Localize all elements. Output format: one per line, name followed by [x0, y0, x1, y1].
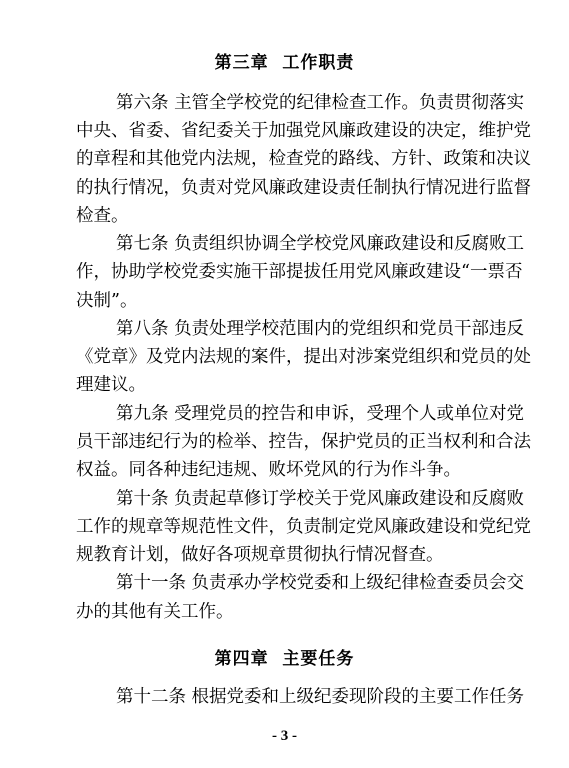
- article-7-line-1: 第七条 负责组织协调全学校党风廉政建设和反腐败工: [116, 234, 525, 254]
- article-6-line-1: 第六条 主管全学校党的纪律检查工作。负责贯彻落实: [116, 93, 525, 113]
- article-7-line-3: 决制”。: [76, 291, 138, 311]
- article-11-line-1: 第十一条 负责承办学校党委和上级纪律检查委员会交: [116, 573, 525, 593]
- article-6-line-5: 检查。: [76, 206, 129, 226]
- article-8-line-3: 理建议。: [76, 375, 146, 395]
- article-10-line-1: 第十条 负责起草修订学校关于党风廉政建设和反腐败: [116, 489, 525, 509]
- page-number: - 3 -: [272, 728, 297, 744]
- article-10-line-3: 规教育计划，做好各项规章贯彻执行情况督查。: [76, 545, 444, 565]
- article-6-line-3: 的章程和其他党内法规，检查党的路线、方针、政策和决议: [76, 149, 531, 169]
- article-12-line-1: 第十二条 根据党委和上级纪委现阶段的主要工作任务: [116, 687, 525, 707]
- article-6-line-4: 的执行情况，负责对党风廉政建设责任制执行情况进行监督: [76, 178, 531, 198]
- article-8-line-2: 《党章》及党内法规的案件，提出对涉案党组织和党员的处: [76, 347, 531, 367]
- article-6-line-2: 中央、省委、省纪委关于加强党风廉政建设的决定，维护党: [76, 121, 531, 141]
- article-11-line-2: 办的其他有关工作。: [76, 602, 234, 622]
- chapter-4-title: 第四章 主要任务: [214, 649, 355, 669]
- article-9-line-1: 第九条 受理党员的控告和申诉，受理个人或单位对党: [116, 404, 525, 424]
- article-7-line-2: 作，协助学校党委实施干部提拔任用党风廉政建设“一票否: [76, 262, 523, 282]
- article-8-line-1: 第八条 负责处理学校范围内的党组织和党员干部违反: [116, 319, 525, 339]
- article-10-line-2: 工作的规章等规范性文件，负责制定党风廉政建设和党纪党: [76, 517, 531, 537]
- article-9-line-2: 员干部违纪行为的检举、控告，保护党员的正当权利和合法: [76, 432, 531, 452]
- article-9-line-3: 权益。同各种违纪违规、败坏党风的行为作斗争。: [76, 460, 461, 480]
- chapter-3-title: 第三章 工作职责: [214, 53, 355, 73]
